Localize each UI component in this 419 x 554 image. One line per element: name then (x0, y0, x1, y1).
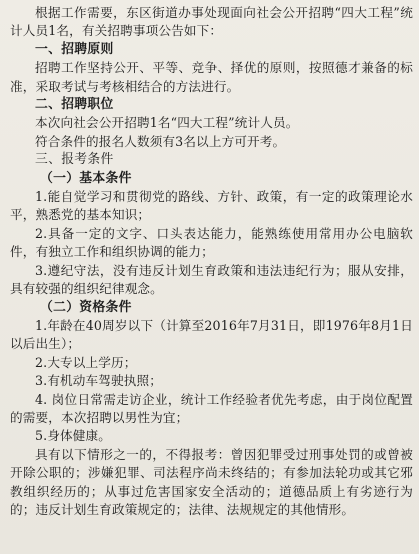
qualification-item-2: 2.大专以上学历； (35, 354, 137, 370)
qualification-item-5: 5.身体健康。 (35, 428, 112, 444)
section-heading-principles: 一、招聘原则 (35, 41, 114, 57)
section-heading-positions: 二、招聘职位 (35, 97, 114, 113)
basic-item-3: 3.遵纪守法，没有违反计划生育政策和违法违纪行为；服从安排，具有较强的组织纪律观念。 (10, 262, 413, 297)
basic-item-1: 1.能自觉学习和贯彻党的路线、方针、政策，有一定的政策理论水平，熟悉党的基本知识； (10, 189, 413, 223)
basic-item-2: 2.具备一定的文字、口头表达能力，能熟练使用常用办公电脑软件，有独立工作和组织协调的能力； (10, 225, 413, 260)
subsection-heading-qualification: （二）资格条件 (40, 299, 132, 315)
positions-requirement: 符合条件的报名人数须有3名以上方可开考。 (35, 133, 286, 149)
subsection-heading-basic: （一）基本条件 (40, 170, 132, 186)
intro-paragraph: 根据工作需要，东区街道办事处现面向社会公开招聘“四大工程”统计人员1名，有关招聘事项公告如下： (10, 5, 413, 39)
qualification-item-3: 3.有机动车驾驶执照； (35, 373, 163, 389)
exclusion-paragraph: 具有以下情形之一的，不得报考：曾因犯罪受过刑事处罚的或曾被开除公职的；涉嫌犯罪、司法程序尚未终结的；有参加法轮功或其它邪教组织经历的；从事过危害国家安全活动的；道德品质上有劣迹行为的；违反计划生育政策规定的；法律、法规规定的其他情形。 (10, 446, 413, 517)
positions-paragraph: 本次向社会公开招聘1名“四大工程”统计人员。 (35, 115, 299, 131)
section-heading-conditions: 三、报考条件 (35, 152, 114, 168)
qualification-item-1: 1.年龄在40周岁以下（计算至2016年7月31日，即1976年8月1日以后出生）； (10, 317, 413, 352)
principles-paragraph: 招聘工作坚持公开、平等、竞争、择优的原则，按照德才兼备的标准，采取考试与考核相结合的方法进行。 (10, 60, 413, 94)
qualification-item-4: 4. 岗位日常需走访企业，统计工作经验者优先考虑，由于岗位配置的需要，本次招聘以男性为宜； (10, 391, 413, 425)
